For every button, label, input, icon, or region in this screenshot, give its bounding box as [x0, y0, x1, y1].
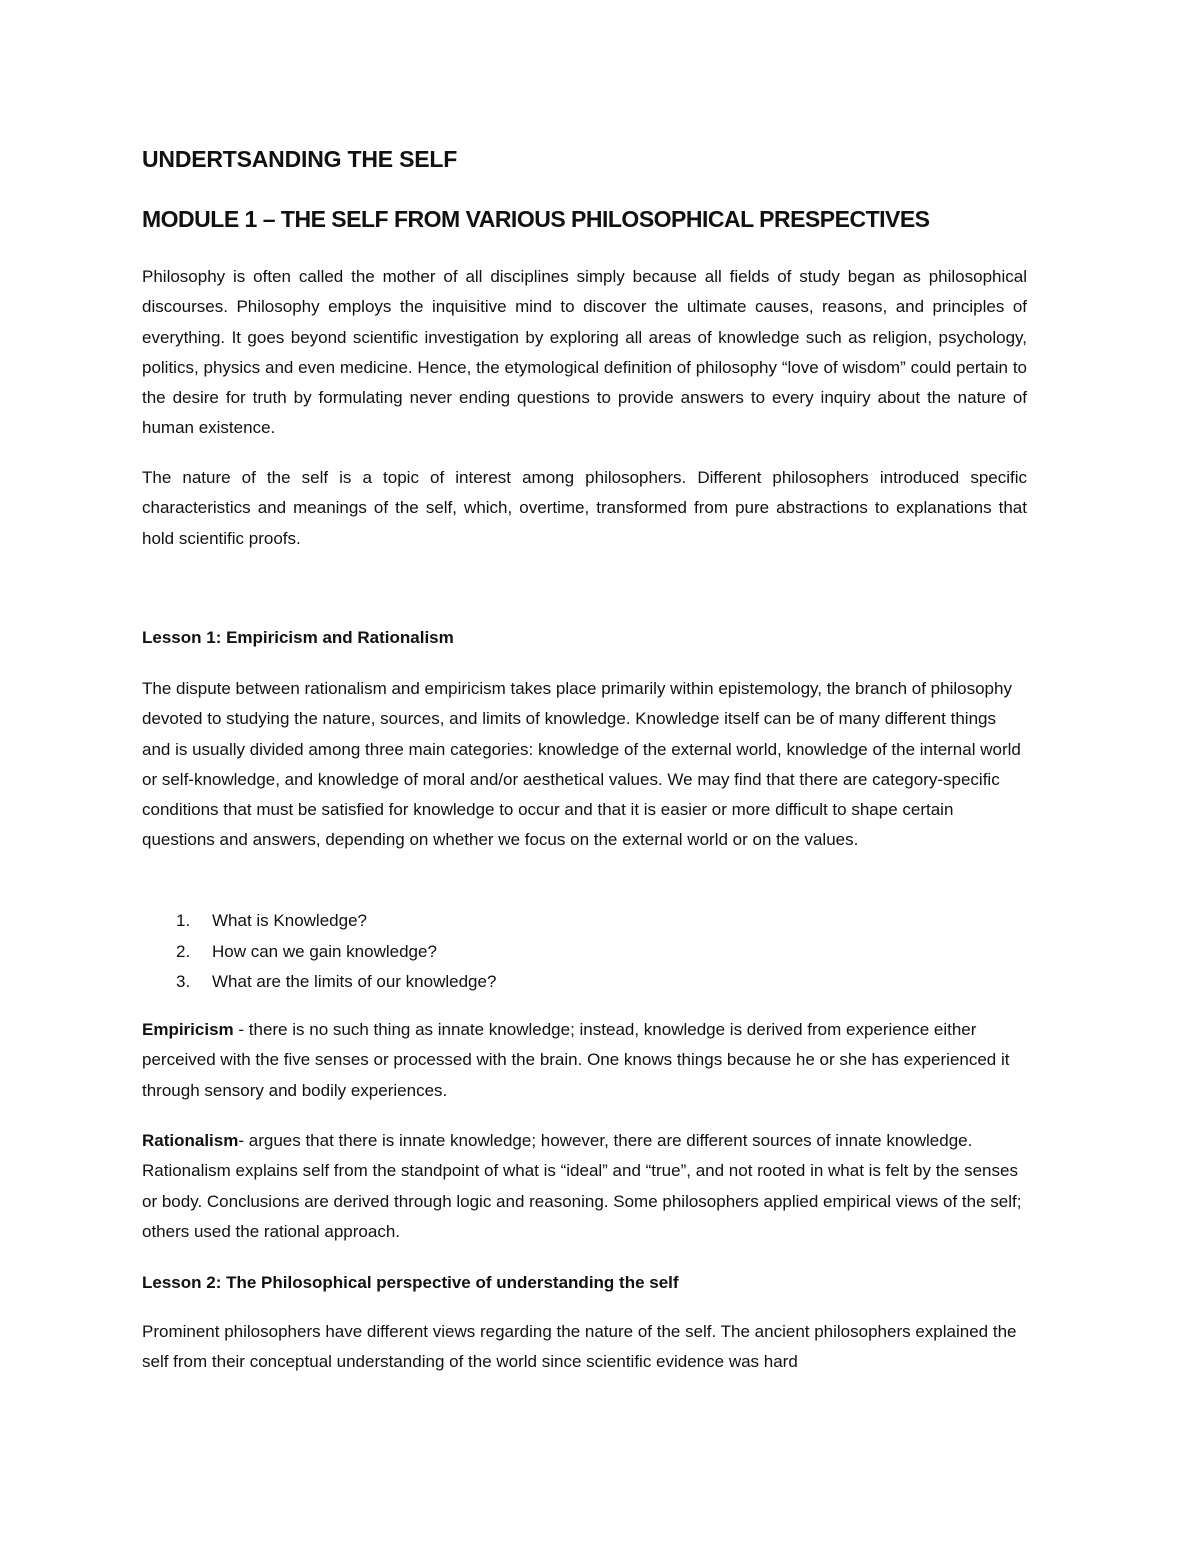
lesson-1-heading: Lesson 1: Empiricism and Rationalism [142, 628, 454, 647]
list-item [142, 937, 496, 968]
knowledge-questions-list [142, 906, 496, 998]
list-item [142, 967, 496, 998]
intro-paragraph: Philosophy is often called the mother of all disciplines simply because all fields of study began as philosophical discourses. Philosophy employs the inquisitive mind to discover the ultimate causes, reasons, and principles of everything. It goes beyond scientific investigation by exploring all areas of knowledge such as religion, psychology, politics, physics and even medicine. Hence, the etymological definition of philosophy “love of wisdom” could pertain to the desire for truth by formulating never ending questions to provide answers to every inquiry about the nature of human existence. [142, 267, 1027, 438]
lesson-1-paragraph: The dispute between rationalism and empiricism takes place primarily within epistemology, the branch of philosophy devoted to studying the nature, sources, and limits of knowledge. Knowledge itself can be of many different things and is usually divided among three main categories: knowledge of the external world, knowledge of the internal world or self-knowledge, and knowledge of moral and/or aesthetical values. We may find that there are category-specific conditions that must be satisfied for knowledge to occur and that it is easier or more difficult to shape certain questions and answers, depending on whether we focus on the external world or on the values. [142, 679, 1021, 850]
self-nature-paragraph: The nature of the self is a topic of interest among philosophers. Different philosophers introduced specific characteristics and meanings of the self, which, overtime, transformed from pure abstractions to explanations that hold scientific proofs. [142, 468, 1027, 548]
document-title: UNDERTSANDING THE SELF [142, 146, 458, 172]
empiricism-term: Empiricism [142, 1020, 234, 1039]
list-item-text: What is Knowledge? [212, 911, 367, 930]
lesson-2-heading: Lesson 2: The Philosophical perspective of understanding the self [142, 1273, 679, 1292]
list-item-number: 2. [176, 941, 191, 961]
rationalism-text: - argues that there is innate knowledge; however, there are different sources of innate knowledge. Rationalism explains self from the standpoint of what is “ideal” and “true”, and not rooted in what is felt by the senses or body. Conclusions are derived through logic and reasoning. Some philosophers applied empirical views of the self; others used the rational approach. [142, 1131, 1022, 1241]
rationalism-term: Rationalism [142, 1131, 239, 1150]
list-item [142, 906, 496, 937]
module-title: MODULE 1 – THE SELF FROM VARIOUS PHILOSOPHICAL PRESPECTIVES [142, 206, 930, 232]
list-item-text: What are the limits of our knowledge? [212, 972, 497, 991]
document-page [142, 0, 1054, 1553]
empiricism-text: - there is no such thing as innate knowledge; instead, knowledge is derived from experience either perceived with the five senses or processed with the brain. One knows things because he or she has experienced it through sensory and bodily experiences. [142, 1020, 1010, 1100]
list-item-text: How can we gain knowledge? [212, 941, 437, 961]
rationalism-definition [142, 1126, 1027, 1247]
empiricism-definition [142, 1015, 1027, 1106]
list-item-number: 3. [176, 972, 191, 991]
list-item-number: 1. [176, 911, 191, 930]
lesson-2-paragraph: Prominent philosophers have different views regarding the nature of the self. The ancient philosophers explained the self from their conceptual understanding of the world since scientific evidence was hard [142, 1322, 1017, 1372]
